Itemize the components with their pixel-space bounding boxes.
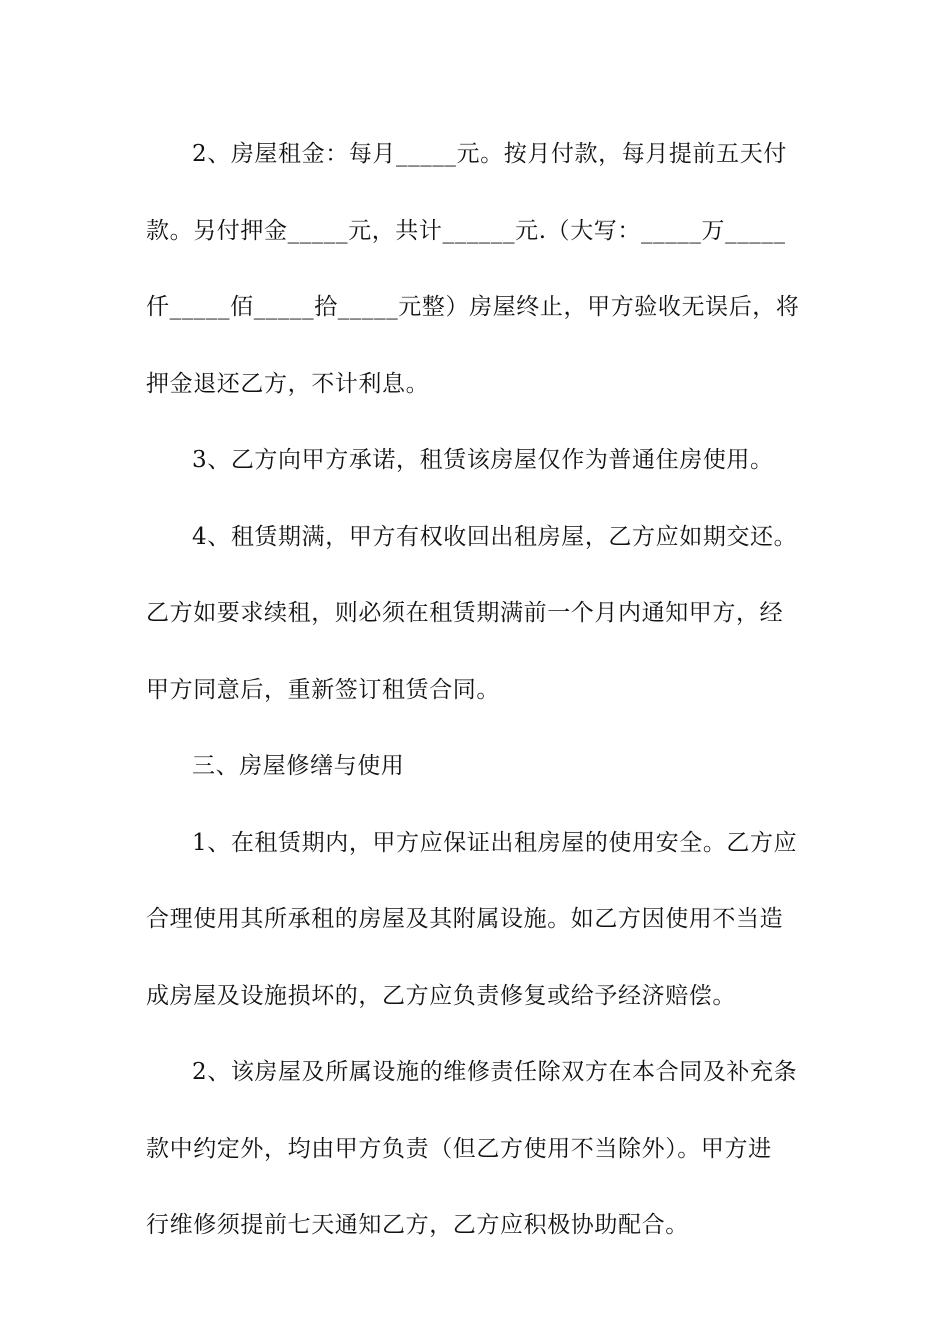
clause-line: 行维修须提前七天通知乙方，乙方应积极协助配合。 — [146, 1212, 689, 1238]
clause-line: 仟_____佰_____拾_____元整）房屋终止，甲方验收无误后，将 — [146, 294, 800, 320]
clause-line: 成房屋及设施损坏的，乙方应负责修复或给予经济赔偿。 — [146, 982, 736, 1009]
clause-line: 押金退还乙方，不计利息。 — [146, 370, 430, 397]
clause-line: 款中约定外，均由甲方负责（但乙方使用不当除外）。甲方进 — [146, 1135, 772, 1162]
contract-text — [146, 124, 808, 1272]
clause-line: 2、房屋租金：每月_____元。按月付款，每月提前五天付 — [192, 141, 787, 167]
clause-line: 4、租赁期满，甲方有权收回出租房屋，乙方应如期交还。 — [192, 523, 798, 550]
clause-line: 乙方如要求续租，则必须在租赁期满前一个月内通知甲方，经 — [146, 600, 784, 626]
clause-line: 3、乙方向甲方承诺，租赁该房屋仅作为普通住房使用。 — [192, 447, 774, 473]
section-heading: 三、房屋修缮与使用 — [192, 753, 405, 779]
clause-line: 1、在租赁期内，甲方应保证出租房屋的使用安全。乙方应 — [192, 829, 798, 856]
clause-line: 合理使用其所承租的房屋及其附属设施。如乙方因使用不当造 — [146, 906, 784, 932]
clause-line: 2、该房屋及所属设施的维修责任除双方在本合同及补充条 — [192, 1059, 798, 1085]
clause-line: 款。另付押金_____元，共计______元.（大写：_____万_____ — [146, 217, 786, 244]
clause-line: 甲方同意后，重新签订租赁合同。 — [146, 676, 500, 703]
